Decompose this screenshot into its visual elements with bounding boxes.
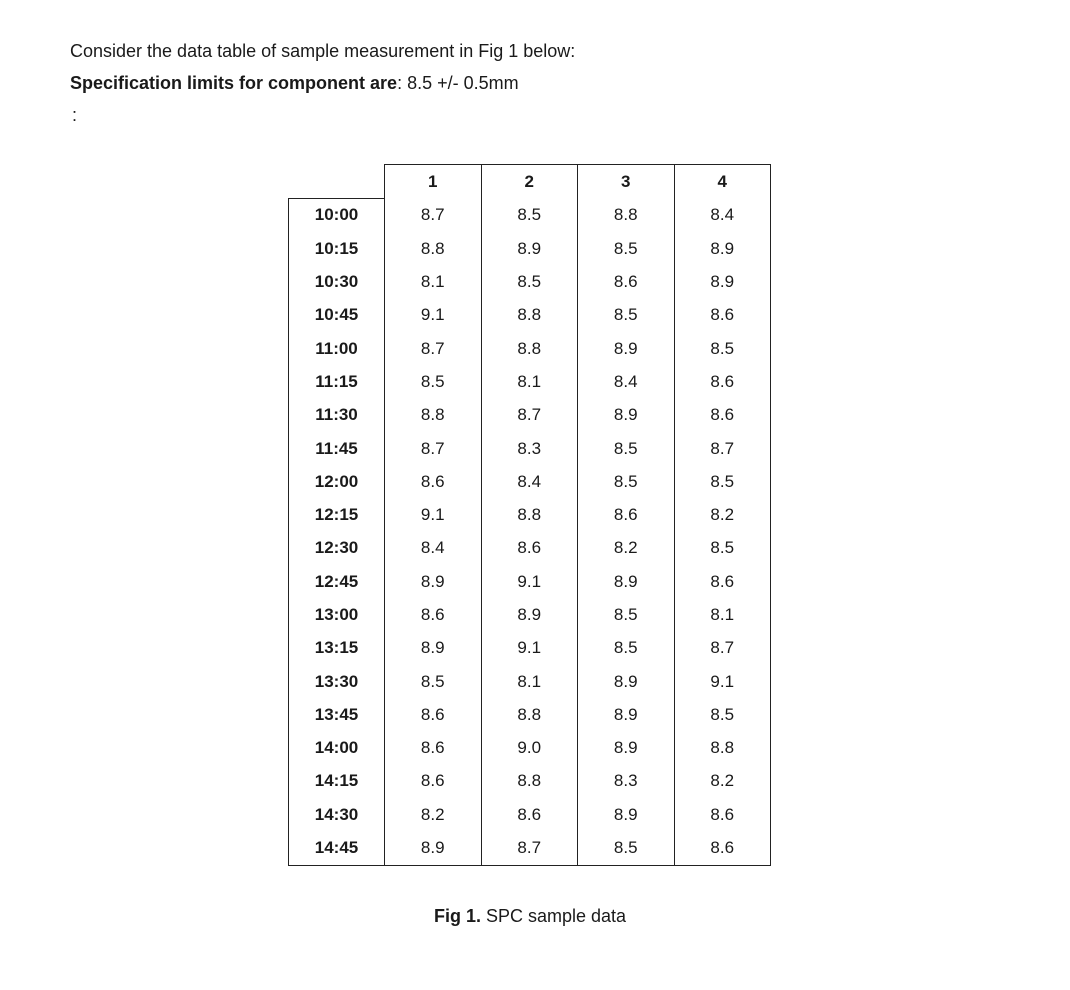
time-cell: 13:00: [289, 598, 385, 631]
measurement-cell: 8.9: [578, 565, 675, 598]
measurement-cell: 8.5: [578, 598, 675, 631]
measurement-cell: 8.8: [481, 765, 578, 798]
table-row: [289, 565, 771, 598]
time-cell: 12:00: [289, 465, 385, 498]
measurement-cell: 8.3: [481, 432, 578, 465]
measurement-cell: 8.1: [481, 365, 578, 398]
measurement-cell: 8.6: [481, 798, 578, 831]
measurement-cell: 8.6: [385, 598, 482, 631]
measurement-cell: 8.7: [674, 632, 771, 665]
measurement-cell: 8.4: [674, 198, 771, 232]
measurement-cell: 8.8: [481, 332, 578, 365]
measurement-cell: 8.9: [578, 665, 675, 698]
measurement-cell: 8.6: [385, 765, 482, 798]
time-cell: 13:15: [289, 632, 385, 665]
time-cell: 12:30: [289, 532, 385, 565]
measurement-cell: 8.8: [674, 732, 771, 765]
table-body: [289, 198, 771, 865]
time-cell: 14:45: [289, 831, 385, 865]
measurement-cell: 8.5: [578, 465, 675, 498]
measurement-cell: 8.5: [385, 365, 482, 398]
table-row: [289, 498, 771, 531]
table-row: [289, 198, 771, 232]
measurement-cell: 8.1: [385, 265, 482, 298]
measurement-cell: 8.3: [578, 765, 675, 798]
spc-sample-table: [288, 164, 771, 866]
measurement-cell: 8.5: [385, 665, 482, 698]
table-corner-cell: [289, 165, 385, 199]
measurement-cell: 8.8: [481, 299, 578, 332]
measurement-cell: 8.1: [481, 665, 578, 698]
column-header-1: 1: [385, 165, 482, 199]
measurement-cell: 8.5: [578, 232, 675, 265]
measurement-cell: 9.0: [481, 732, 578, 765]
time-cell: 10:00: [289, 198, 385, 232]
spec-limits-value: : 8.5 +/- 0.5mm: [397, 73, 519, 93]
measurement-cell: 8.5: [578, 632, 675, 665]
stray-colon: :: [72, 105, 78, 125]
time-cell: 10:15: [289, 232, 385, 265]
measurement-cell: 8.5: [674, 698, 771, 731]
measurement-cell: 8.4: [481, 465, 578, 498]
measurement-cell: 8.1: [674, 598, 771, 631]
time-cell: 11:30: [289, 399, 385, 432]
measurement-cell: 8.9: [481, 232, 578, 265]
measurement-cell: 8.7: [674, 432, 771, 465]
time-cell: 14:30: [289, 798, 385, 831]
measurement-cell: 8.9: [578, 798, 675, 831]
table-row: [289, 332, 771, 365]
measurement-cell: 9.1: [385, 299, 482, 332]
measurement-cell: 8.8: [578, 198, 675, 232]
table-row: [289, 798, 771, 831]
measurement-cell: 8.7: [481, 399, 578, 432]
table-row: [289, 665, 771, 698]
measurement-cell: 8.6: [674, 299, 771, 332]
spec-limits-line: [70, 72, 519, 94]
measurement-cell: 8.5: [674, 332, 771, 365]
measurement-cell: 8.2: [674, 498, 771, 531]
time-cell: 11:15: [289, 365, 385, 398]
measurement-cell: 9.1: [385, 498, 482, 531]
figure-caption-text: SPC sample data: [480, 906, 627, 926]
table-row: [289, 532, 771, 565]
time-cell: 12:15: [289, 498, 385, 531]
measurement-cell: 8.6: [385, 698, 482, 731]
measurement-cell: 8.9: [674, 232, 771, 265]
measurement-cell: 8.8: [385, 232, 482, 265]
measurement-cell: 8.5: [481, 198, 578, 232]
measurement-cell: 8.6: [578, 265, 675, 298]
measurement-cell: 8.9: [385, 565, 482, 598]
measurement-cell: 8.7: [385, 432, 482, 465]
measurement-cell: 8.4: [578, 365, 675, 398]
time-cell: 10:30: [289, 265, 385, 298]
measurement-cell: 8.5: [578, 299, 675, 332]
intro-text: Consider the data table of sample measurement in Fig 1 below:: [70, 41, 576, 61]
measurement-cell: 8.9: [481, 598, 578, 631]
measurement-cell: 8.9: [385, 831, 482, 865]
table-header-row: [289, 165, 771, 199]
time-cell: 10:45: [289, 299, 385, 332]
measurement-cell: 8.5: [674, 532, 771, 565]
measurement-cell: 8.9: [578, 698, 675, 731]
time-cell: 11:00: [289, 332, 385, 365]
measurement-cell: 8.9: [674, 265, 771, 298]
measurement-cell: 8.8: [481, 698, 578, 731]
column-header-3: 3: [578, 165, 675, 199]
table-row: [289, 232, 771, 265]
measurement-cell: 8.6: [385, 465, 482, 498]
time-cell: 12:45: [289, 565, 385, 598]
measurement-cell: 8.9: [578, 732, 675, 765]
table-row: [289, 765, 771, 798]
column-header-2: 2: [481, 165, 578, 199]
measurement-cell: 8.7: [385, 332, 482, 365]
time-cell: 14:00: [289, 732, 385, 765]
measurement-cell: 9.1: [481, 565, 578, 598]
table-row: [289, 732, 771, 765]
table-row: [289, 831, 771, 865]
measurement-cell: 8.8: [385, 399, 482, 432]
measurement-cell: 8.5: [578, 432, 675, 465]
time-cell: 13:30: [289, 665, 385, 698]
measurement-cell: 8.9: [578, 399, 675, 432]
measurement-cell: 8.6: [674, 399, 771, 432]
table-row: [289, 698, 771, 731]
figure-caption-label: Fig 1.: [433, 906, 481, 926]
time-cell: 13:45: [289, 698, 385, 731]
table-row: [289, 465, 771, 498]
table-row: [289, 399, 771, 432]
time-cell: 14:15: [289, 765, 385, 798]
measurement-cell: 8.6: [674, 798, 771, 831]
measurement-cell: 8.5: [674, 465, 771, 498]
measurement-cell: 8.6: [674, 565, 771, 598]
table-row: [289, 632, 771, 665]
measurement-cell: 8.4: [385, 532, 482, 565]
measurement-cell: 8.6: [674, 831, 771, 865]
measurement-cell: 8.6: [674, 365, 771, 398]
measurement-cell: 8.5: [481, 265, 578, 298]
measurement-cell: 8.6: [578, 498, 675, 531]
measurement-cell: 8.8: [481, 498, 578, 531]
measurement-cell: 8.9: [578, 332, 675, 365]
measurement-cell: 8.6: [385, 732, 482, 765]
table-row: [289, 598, 771, 631]
measurement-cell: 8.6: [481, 532, 578, 565]
measurement-cell: 8.2: [674, 765, 771, 798]
measurement-cell: 8.9: [385, 632, 482, 665]
table-row: [289, 365, 771, 398]
measurement-cell: 8.7: [481, 831, 578, 865]
figure-caption: [0, 906, 1060, 927]
time-cell: 11:45: [289, 432, 385, 465]
measurement-cell: 9.1: [481, 632, 578, 665]
measurement-cell: 9.1: [674, 665, 771, 698]
table-row: [289, 265, 771, 298]
table-row: [289, 432, 771, 465]
measurement-cell: 8.2: [578, 532, 675, 565]
measurement-cell: 8.2: [385, 798, 482, 831]
spec-limits-label: Specification limits for component are: [70, 73, 398, 93]
measurement-cell: 8.5: [578, 831, 675, 865]
table-row: [289, 299, 771, 332]
column-header-4: 4: [674, 165, 771, 199]
measurement-cell: 8.7: [385, 198, 482, 232]
